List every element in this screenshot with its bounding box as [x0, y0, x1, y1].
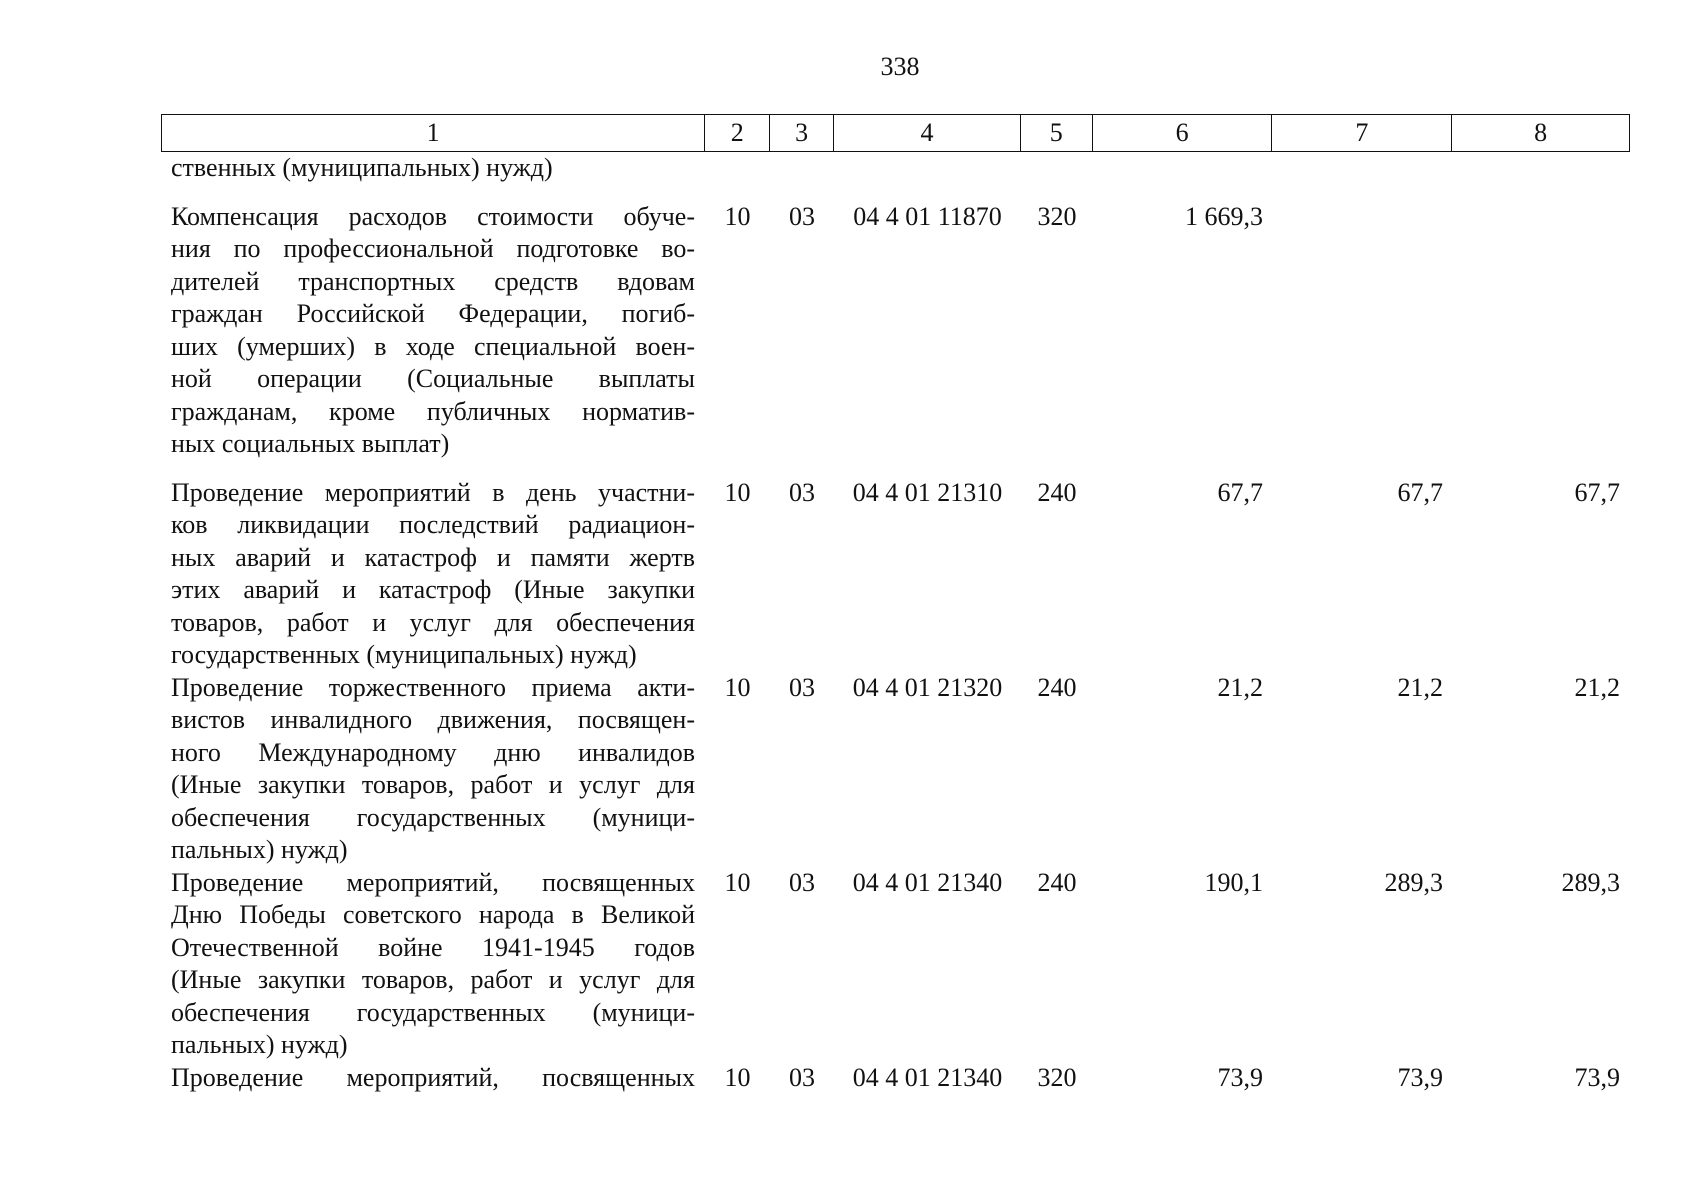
cell-subsection: 03 — [789, 477, 815, 507]
description-line: ных аварий и катастроф и памяти жертв — [171, 542, 695, 572]
header-col-2: 2 — [705, 115, 770, 151]
table-row — [161, 152, 1630, 185]
row-description — [161, 672, 705, 867]
page-number: 338 — [880, 52, 920, 81]
cell-section: 10 — [724, 477, 751, 507]
description-line: обеспечения государственных (муници- — [171, 802, 695, 832]
description-line: обеспечения государственных (муници- — [171, 997, 695, 1027]
row-description — [161, 152, 705, 185]
description-line: вистов инвалидного движения, посвящен- — [171, 705, 695, 734]
cell-amount-2: 21,2 — [1397, 672, 1443, 702]
description-line: дителей транспортных средств вдовам — [171, 266, 695, 296]
row-description — [161, 1062, 705, 1095]
cell-section: 10 — [724, 1062, 751, 1092]
description-line: ного Международному дню инвалидов — [171, 737, 695, 767]
cell-target-code: 04 4 01 21320 — [852, 672, 1003, 702]
cell-amount-1: 73,9 — [1217, 1062, 1263, 1092]
cell-expense-type: 320 — [1037, 201, 1077, 231]
description-line: Проведение торжественного приема акти- — [171, 672, 695, 702]
cell-amount-3: 289,3 — [1561, 867, 1620, 897]
cell-amount-2: 67,7 — [1397, 477, 1443, 507]
description-line: Проведение мероприятий, посвященных — [171, 1062, 695, 1092]
cell-expense-type: 240 — [1037, 477, 1077, 507]
table-header — [161, 114, 1630, 152]
cell-amount-2: 289,3 — [1384, 867, 1443, 897]
description-line: Проведение мероприятий в день участни- — [171, 477, 695, 507]
description-line: Проведение мероприятий, посвященных — [171, 867, 695, 897]
description-line: гражданам, кроме публичных норматив- — [171, 396, 695, 426]
cell-subsection: 03 — [789, 201, 815, 231]
header-col-8: 8 — [1534, 118, 1548, 147]
cell-target-code: 04 4 01 21340 — [852, 867, 1003, 897]
description-line: ной операции (Социальные выплаты — [171, 364, 695, 393]
cell-amount-1: 67,7 — [1217, 477, 1263, 507]
cell-amount-1: 190,1 — [1204, 867, 1263, 897]
cell-target-code: 04 4 01 11870 — [853, 201, 1002, 231]
header-col-5: 5 — [1021, 115, 1093, 151]
description-line: ков ликвидации последствий радиацион- — [171, 510, 695, 539]
row-description — [161, 201, 705, 461]
cell-amount-3: 21,2 — [1574, 672, 1620, 702]
description-line: государственных (муниципальных) нужд) — [171, 640, 637, 669]
header-col-6: 6 — [1093, 115, 1273, 151]
cell-amount-1: 1 669,3 — [1185, 201, 1263, 231]
table-row — [161, 1062, 1630, 1095]
description-line: этих аварий и катастроф (Иные закупки — [171, 575, 695, 604]
header-col-7: 7 — [1272, 115, 1452, 151]
cell-target-code: 04 4 01 21340 — [852, 1062, 1003, 1092]
description-line: товаров, работ и услуг для обеспечения — [171, 607, 695, 637]
description-line: пальных) нужд) — [171, 1030, 348, 1059]
cell-amount-3: 67,7 — [1574, 477, 1620, 507]
description-line: (Иные закупки товаров, работ и услуг для — [171, 965, 695, 994]
description-line: ных социальных выплат) — [171, 429, 450, 458]
header-col-3: 3 — [770, 115, 834, 151]
table-row — [161, 672, 1630, 867]
table-row — [161, 201, 1630, 461]
cell-section: 10 — [724, 867, 751, 897]
cell-amount-3: 73,9 — [1574, 1062, 1620, 1092]
cell-section: 10 — [724, 672, 751, 702]
cell-subsection: 03 — [789, 867, 815, 897]
header-col-1: 1 — [162, 115, 705, 151]
header-col-4: 4 — [834, 115, 1021, 151]
cell-amount-2: 73,9 — [1397, 1062, 1443, 1092]
cell-target-code: 04 4 01 21310 — [852, 477, 1003, 507]
description-line: пальных) нужд) — [171, 835, 348, 864]
description-line: ственных (муниципальных) нужд) — [171, 153, 553, 182]
row-description — [161, 867, 705, 1062]
description-line: ния по профессиональной подготовке во- — [171, 234, 695, 263]
description-line: (Иные закупки товаров, работ и услуг для — [171, 770, 695, 799]
description-line: Дню Победы советского народа в Великой — [171, 900, 695, 929]
description-line: ших (умерших) в ходе специальной воен- — [171, 331, 695, 361]
cell-expense-type: 240 — [1037, 867, 1077, 897]
table-body — [161, 152, 1630, 1094]
row-description — [161, 477, 705, 672]
cell-subsection: 03 — [789, 672, 815, 702]
description-line: Компенсация расходов стоимости обуче- — [171, 201, 695, 231]
description-line: Отечественной войне 1941-1945 годов — [171, 932, 695, 962]
cell-expense-type: 320 — [1037, 1062, 1077, 1092]
cell-subsection: 03 — [789, 1062, 815, 1092]
table-row — [161, 867, 1630, 1062]
cell-expense-type: 240 — [1037, 672, 1077, 702]
description-line: граждан Российской Федерации, погиб- — [171, 299, 695, 328]
cell-section: 10 — [724, 201, 751, 231]
cell-amount-1: 21,2 — [1217, 672, 1263, 702]
table-row — [161, 477, 1630, 672]
